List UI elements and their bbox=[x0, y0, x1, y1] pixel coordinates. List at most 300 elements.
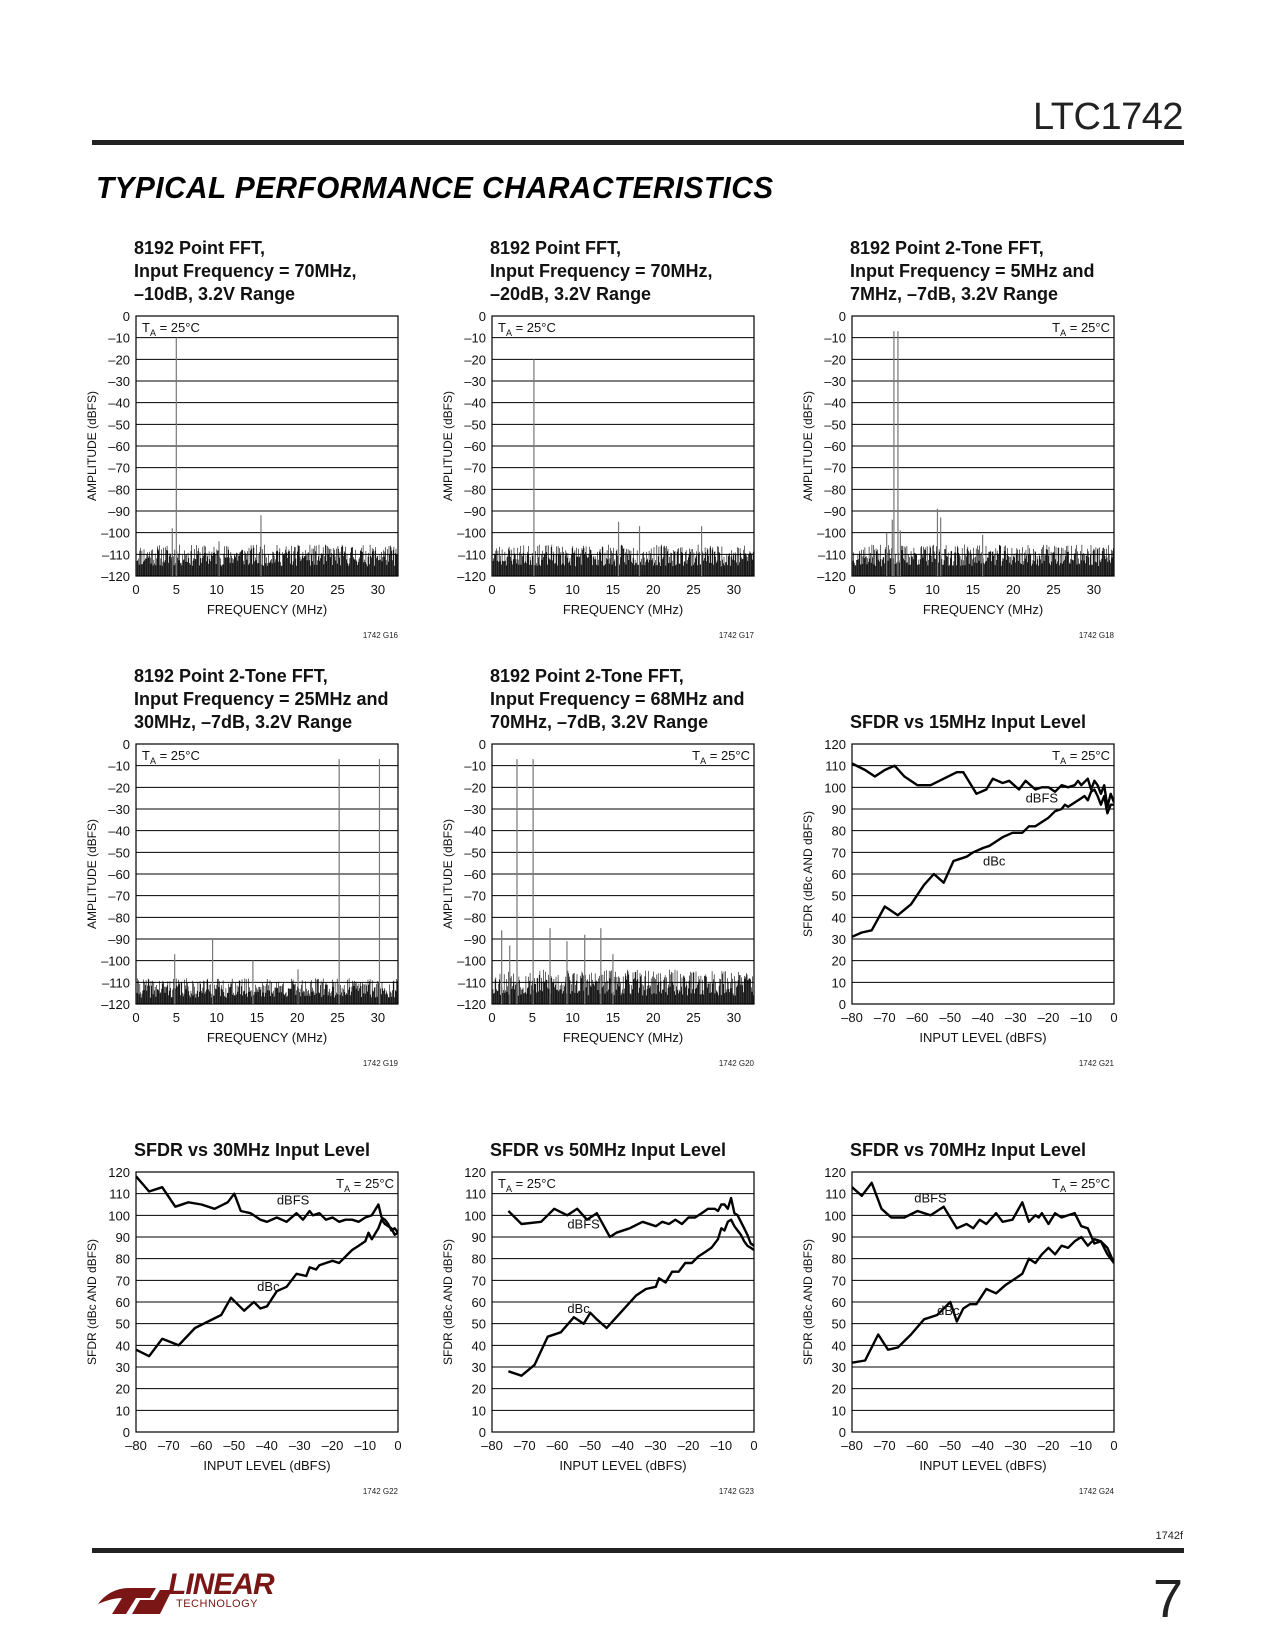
x-axis-label: FREQUENCY (MHz) bbox=[562, 602, 684, 617]
x-tick-label: 25 bbox=[686, 582, 701, 597]
annotation-t: T bbox=[692, 748, 701, 763]
series-label: dBFS bbox=[276, 1192, 310, 1208]
x-tick-label: 25 bbox=[330, 582, 345, 597]
y-tick-label: –20 bbox=[464, 352, 486, 368]
x-tick-label: –30 bbox=[1004, 1438, 1027, 1453]
y-tick-label: –20 bbox=[824, 352, 846, 368]
x-tick-label: 30 bbox=[370, 1010, 386, 1025]
y-tick-label: 80 bbox=[115, 1251, 130, 1267]
y-tick-label: 70 bbox=[831, 1273, 846, 1289]
series-label: dBc bbox=[567, 1300, 590, 1316]
annotation-rest: = 25°C bbox=[1066, 320, 1110, 335]
part-number: LTC1742 bbox=[1032, 96, 1183, 138]
chart-panel-g23 bbox=[438, 1088, 798, 1528]
y-tick-label: 0 bbox=[838, 1425, 846, 1440]
bottom-rule bbox=[92, 1548, 1184, 1553]
x-tick-label: 5 bbox=[888, 582, 896, 597]
x-tick-label: –60 bbox=[906, 1438, 929, 1453]
x-tick-label: –20 bbox=[677, 1438, 700, 1453]
y-tick-label: –90 bbox=[464, 932, 486, 947]
series-label: dBFS bbox=[567, 1216, 600, 1232]
chart-title-line: 8192 Point 2-Tone FFT, bbox=[490, 666, 684, 686]
x-tick-label: 20 bbox=[289, 582, 305, 597]
y-tick-label: –100 bbox=[101, 953, 130, 969]
x-tick-label: 5 bbox=[528, 582, 536, 597]
y-tick-label: –10 bbox=[464, 330, 486, 346]
y-tick-label: –60 bbox=[108, 439, 130, 454]
y-tick-label: –70 bbox=[108, 460, 130, 476]
annotation-rest: = 25°C bbox=[511, 1176, 556, 1191]
temperature-annotation bbox=[142, 320, 200, 338]
annotation-sub: A bbox=[344, 1184, 351, 1194]
y-tick-label: 50 bbox=[115, 1316, 130, 1332]
x-tick-label: –40 bbox=[612, 1438, 634, 1453]
y-tick-label: 0 bbox=[838, 309, 846, 324]
chart-title-line: Input Frequency = 5MHz and bbox=[850, 261, 1095, 281]
x-tick-label: 25 bbox=[686, 1010, 701, 1025]
chart-title-line: –20dB, 3.2V Range bbox=[490, 284, 652, 304]
x-axis-label: FREQUENCY (MHz) bbox=[206, 1030, 328, 1045]
x-tick-label: 10 bbox=[925, 582, 940, 597]
annotation-sub: A bbox=[149, 756, 156, 766]
page-number: 7 bbox=[1152, 1569, 1183, 1629]
y-tick-label: 30 bbox=[115, 1360, 130, 1375]
x-tick-label: –30 bbox=[1004, 1010, 1027, 1025]
y-tick-label: –10 bbox=[824, 330, 846, 346]
noise-floor bbox=[493, 545, 753, 576]
x-tick-label: –50 bbox=[579, 1438, 602, 1453]
y-tick-label: –60 bbox=[464, 867, 486, 882]
y-tick-label: –110 bbox=[102, 547, 130, 563]
chart-panel-g24 bbox=[798, 1088, 1158, 1528]
annotation-sub: A bbox=[700, 756, 707, 766]
x-tick-label: 0 bbox=[132, 582, 140, 597]
y-tick-label: –120 bbox=[101, 569, 130, 584]
x-tick-label: 20 bbox=[289, 1010, 305, 1025]
y-tick-label: 110 bbox=[465, 1186, 486, 1202]
y-tick-label: –90 bbox=[108, 504, 130, 519]
series-label: dBFS bbox=[1025, 790, 1059, 806]
y-axis-label: AMPLITUDE (dBFS) bbox=[441, 818, 455, 930]
chart-svg bbox=[798, 1088, 1158, 1518]
annotation-t: T bbox=[336, 1176, 345, 1191]
temperature-annotation bbox=[1052, 320, 1110, 338]
x-tick-label: 0 bbox=[1110, 1438, 1118, 1453]
x-axis-label: FREQUENCY (MHz) bbox=[562, 1030, 684, 1045]
y-tick-label: 90 bbox=[471, 1230, 486, 1245]
x-tick-label: –30 bbox=[644, 1438, 667, 1453]
series-line-dbfs bbox=[852, 1183, 1114, 1263]
x-tick-label: –50 bbox=[939, 1010, 962, 1025]
annotation-sub: A bbox=[1060, 756, 1067, 766]
y-tick-label: 70 bbox=[115, 1273, 130, 1289]
x-tick-label: 10 bbox=[565, 1010, 580, 1025]
x-tick-label: 15 bbox=[249, 1010, 265, 1025]
x-tick-label: –20 bbox=[1037, 1010, 1060, 1025]
x-tick-label: 25 bbox=[1046, 582, 1061, 597]
x-tick-label: 0 bbox=[394, 1438, 402, 1453]
y-tick-label: 20 bbox=[831, 1381, 846, 1397]
x-tick-label: 0 bbox=[848, 582, 856, 597]
chart-title-line: 8192 Point FFT, bbox=[134, 238, 266, 258]
x-tick-label: –20 bbox=[1037, 1438, 1060, 1453]
y-tick-label: –120 bbox=[457, 569, 486, 584]
annotation-t: T bbox=[498, 320, 506, 335]
y-tick-label: 120 bbox=[824, 1165, 846, 1180]
figure-code: 1742 G17 bbox=[718, 631, 754, 640]
x-tick-label: 20 bbox=[645, 582, 661, 597]
annotation-rest: = 25°C bbox=[1066, 1176, 1110, 1191]
figure-code: 1742 G16 bbox=[362, 631, 398, 640]
annotation-rest: = 25°C bbox=[706, 748, 750, 763]
y-tick-label: –30 bbox=[108, 802, 130, 817]
chart-panel-g17 bbox=[438, 232, 798, 672]
temperature-annotation bbox=[692, 748, 750, 766]
x-tick-label: 30 bbox=[726, 1010, 742, 1025]
y-tick-label: –90 bbox=[824, 504, 846, 519]
y-tick-label: 30 bbox=[831, 1360, 846, 1375]
y-tick-label: –50 bbox=[108, 417, 130, 433]
y-tick-label: –60 bbox=[464, 439, 486, 454]
figure-code: 1742 G23 bbox=[718, 1487, 754, 1496]
series-label: dBc bbox=[983, 853, 1006, 869]
y-tick-label: 50 bbox=[831, 1316, 846, 1332]
y-tick-label: –90 bbox=[464, 504, 486, 519]
x-tick-label: 10 bbox=[209, 1010, 224, 1025]
x-tick-label: 5 bbox=[528, 1010, 536, 1025]
annotation-rest: = 25°C bbox=[350, 1176, 394, 1191]
chart-panel-g22 bbox=[82, 1088, 442, 1528]
y-tick-label: 100 bbox=[464, 1208, 486, 1224]
chart-svg bbox=[438, 232, 798, 662]
y-tick-label: 70 bbox=[831, 845, 846, 861]
chart-title-line: 8192 Point 2-Tone FFT, bbox=[850, 238, 1044, 258]
chart-panel-g20 bbox=[438, 660, 798, 1100]
y-tick-label: –60 bbox=[108, 867, 130, 882]
y-tick-label: 110 bbox=[825, 758, 846, 774]
x-tick-label: –10 bbox=[1070, 1438, 1093, 1453]
y-tick-label: –40 bbox=[464, 823, 486, 839]
y-tick-label: –10 bbox=[108, 330, 130, 346]
y-tick-label: 0 bbox=[478, 1425, 486, 1440]
y-tick-label: –50 bbox=[464, 845, 486, 861]
x-tick-label: 30 bbox=[370, 582, 386, 597]
annotation-t: T bbox=[142, 748, 150, 763]
temperature-annotation bbox=[498, 1176, 556, 1194]
y-tick-label: 60 bbox=[831, 867, 846, 882]
x-tick-label: –70 bbox=[157, 1438, 180, 1453]
x-tick-label: 10 bbox=[209, 582, 224, 597]
y-tick-label: 110 bbox=[109, 1186, 130, 1202]
x-axis-label: INPUT LEVEL (dBFS) bbox=[919, 1030, 1047, 1045]
chart-panel-g19 bbox=[82, 660, 442, 1100]
x-tick-label: –10 bbox=[1070, 1010, 1093, 1025]
temperature-annotation bbox=[1052, 748, 1110, 766]
chart-title-line: SFDR vs 70MHz Input Level bbox=[850, 1140, 1087, 1160]
y-tick-label: 120 bbox=[824, 737, 846, 752]
y-tick-label: –100 bbox=[817, 525, 846, 541]
y-tick-label: –80 bbox=[464, 482, 486, 498]
y-tick-label: 100 bbox=[824, 780, 846, 796]
y-axis-label: SFDR (dBc AND dBFS) bbox=[801, 810, 815, 938]
annotation-sub: A bbox=[505, 1184, 512, 1194]
y-tick-label: 90 bbox=[115, 1230, 130, 1245]
chart-title-line: Input Frequency = 68MHz and bbox=[490, 689, 745, 709]
y-tick-label: –20 bbox=[108, 352, 130, 368]
y-tick-label: –70 bbox=[824, 460, 846, 476]
y-tick-label: 40 bbox=[831, 910, 846, 926]
annotation-t: T bbox=[1052, 748, 1061, 763]
annotation-rest: = 25°C bbox=[511, 320, 556, 335]
y-tick-label: –70 bbox=[464, 460, 486, 476]
chart-title-line: SFDR vs 15MHz Input Level bbox=[850, 712, 1087, 732]
y-tick-label: –120 bbox=[457, 997, 486, 1012]
y-tick-label: –50 bbox=[108, 845, 130, 861]
y-tick-label: 10 bbox=[115, 1403, 130, 1419]
y-tick-label: –110 bbox=[818, 547, 846, 563]
annotation-t: T bbox=[1052, 1176, 1061, 1191]
x-tick-label: 0 bbox=[1110, 1010, 1118, 1025]
y-tick-label: 60 bbox=[115, 1295, 130, 1310]
y-tick-label: –20 bbox=[108, 780, 130, 796]
y-tick-label: –110 bbox=[102, 975, 130, 991]
y-tick-label: 0 bbox=[122, 1425, 130, 1440]
doc-code: 1742f bbox=[1155, 1530, 1183, 1542]
y-tick-label: 10 bbox=[831, 1403, 846, 1419]
temperature-annotation bbox=[336, 1176, 394, 1194]
y-tick-label: –40 bbox=[824, 395, 846, 411]
y-tick-label: 40 bbox=[831, 1338, 846, 1354]
y-tick-label: 110 bbox=[825, 1186, 846, 1202]
section-title: TYPICAL PERFORMANCE CHARACTERISTICS bbox=[96, 170, 774, 205]
y-tick-label: 80 bbox=[831, 823, 846, 839]
chart-title-line: –10dB, 3.2V Range bbox=[134, 284, 296, 304]
figure-code: 1742 G18 bbox=[1078, 631, 1114, 640]
chart-title-line: 70MHz, –7dB, 3.2V Range bbox=[490, 712, 709, 732]
x-tick-label: 15 bbox=[249, 582, 265, 597]
chart-title-line: SFDR vs 30MHz Input Level bbox=[134, 1140, 371, 1160]
x-tick-label: 0 bbox=[488, 1010, 496, 1025]
x-tick-label: 15 bbox=[605, 582, 621, 597]
y-tick-label: –30 bbox=[464, 374, 486, 389]
logo-subtext: TECHNOLOGY bbox=[176, 1598, 259, 1610]
y-tick-label: –90 bbox=[108, 932, 130, 947]
x-tick-label: 15 bbox=[605, 1010, 621, 1025]
chart-panel-g18 bbox=[798, 232, 1158, 672]
annotation-rest: = 25°C bbox=[1066, 748, 1110, 763]
x-tick-label: –40 bbox=[972, 1438, 994, 1453]
y-tick-label: –110 bbox=[458, 547, 486, 563]
x-tick-label: –50 bbox=[223, 1438, 246, 1453]
x-axis-label: INPUT LEVEL (dBFS) bbox=[559, 1458, 687, 1473]
y-tick-label: 100 bbox=[108, 1208, 130, 1224]
x-tick-label: 20 bbox=[1005, 582, 1021, 597]
y-tick-label: 40 bbox=[115, 1338, 130, 1354]
figure-code: 1742 G20 bbox=[718, 1059, 754, 1068]
y-tick-label: 50 bbox=[471, 1316, 486, 1332]
x-tick-label: 30 bbox=[1086, 582, 1102, 597]
y-tick-label: 20 bbox=[115, 1381, 130, 1397]
y-tick-label: 30 bbox=[471, 1360, 486, 1375]
y-tick-label: –70 bbox=[464, 888, 486, 904]
y-tick-label: 0 bbox=[838, 997, 846, 1012]
y-axis-label: AMPLITUDE (dBFS) bbox=[441, 390, 455, 502]
y-tick-label: –80 bbox=[464, 910, 486, 926]
y-axis-label: SFDR (dBc AND dBFS) bbox=[801, 1238, 815, 1366]
x-tick-label: –60 bbox=[906, 1010, 929, 1025]
chart-title-line: Input Frequency = 25MHz and bbox=[134, 689, 389, 709]
annotation-rest: = 25°C bbox=[155, 748, 200, 763]
chart-svg bbox=[82, 232, 442, 662]
x-tick-label: 5 bbox=[172, 582, 180, 597]
y-tick-label: –10 bbox=[464, 758, 486, 774]
y-tick-label: 120 bbox=[464, 1165, 486, 1180]
chart-title-line: SFDR vs 50MHz Input Level bbox=[490, 1140, 727, 1160]
annotation-t: T bbox=[142, 320, 150, 335]
y-tick-label: –10 bbox=[108, 758, 130, 774]
y-tick-label: –80 bbox=[108, 482, 130, 498]
x-tick-label: –80 bbox=[841, 1010, 863, 1025]
y-tick-label: –40 bbox=[464, 395, 486, 411]
y-axis-label: AMPLITUDE (dBFS) bbox=[801, 390, 815, 502]
x-tick-label: –70 bbox=[513, 1438, 536, 1453]
temperature-annotation bbox=[498, 320, 556, 338]
chart-title-line: 8192 Point 2-Tone FFT, bbox=[134, 666, 328, 686]
figure-code: 1742 G19 bbox=[362, 1059, 398, 1068]
x-axis-label: FREQUENCY (MHz) bbox=[206, 602, 328, 617]
y-tick-label: –100 bbox=[101, 525, 130, 541]
y-tick-label: 0 bbox=[122, 309, 130, 324]
y-tick-label: –50 bbox=[464, 417, 486, 433]
y-tick-label: 90 bbox=[831, 802, 846, 817]
y-tick-label: 80 bbox=[471, 1251, 486, 1267]
y-tick-label: 10 bbox=[471, 1403, 486, 1419]
y-tick-label: –100 bbox=[457, 953, 486, 969]
y-tick-label: –30 bbox=[464, 802, 486, 817]
series-label: dBc bbox=[937, 1303, 960, 1318]
x-tick-label: 15 bbox=[965, 582, 981, 597]
x-tick-label: 0 bbox=[750, 1438, 758, 1453]
y-tick-label: 10 bbox=[831, 975, 846, 991]
chart-panel-g16 bbox=[82, 232, 442, 672]
y-tick-label: 50 bbox=[831, 888, 846, 904]
series-line-dbc bbox=[508, 1220, 754, 1376]
x-tick-label: 20 bbox=[645, 1010, 661, 1025]
temperature-annotation bbox=[1052, 1176, 1110, 1194]
x-tick-label: –70 bbox=[873, 1438, 896, 1453]
series-line-dbfs bbox=[852, 764, 1114, 807]
y-tick-label: –70 bbox=[108, 888, 130, 904]
y-tick-label: –60 bbox=[824, 439, 846, 454]
y-tick-label: 90 bbox=[831, 1230, 846, 1245]
y-axis-label: AMPLITUDE (dBFS) bbox=[85, 390, 99, 502]
y-tick-label: 30 bbox=[831, 932, 846, 947]
chart-svg bbox=[82, 1088, 442, 1518]
y-tick-label: 0 bbox=[478, 309, 486, 324]
y-tick-label: –20 bbox=[464, 780, 486, 796]
annotation-sub: A bbox=[1060, 1184, 1067, 1194]
annotation-sub: A bbox=[505, 328, 512, 338]
chart-svg bbox=[798, 232, 1158, 662]
y-tick-label: 0 bbox=[478, 737, 486, 752]
y-tick-label: –110 bbox=[458, 975, 486, 991]
x-tick-label: –50 bbox=[939, 1438, 962, 1453]
y-tick-label: 100 bbox=[824, 1208, 846, 1224]
x-axis-label: INPUT LEVEL (dBFS) bbox=[203, 1458, 331, 1473]
y-tick-label: –80 bbox=[108, 910, 130, 926]
top-rule bbox=[92, 140, 1184, 145]
chart-title-line: 30MHz, –7dB, 3.2V Range bbox=[134, 712, 353, 732]
series-label: dBc bbox=[257, 1279, 280, 1295]
y-tick-label: –40 bbox=[108, 395, 130, 411]
x-tick-label: –70 bbox=[873, 1010, 896, 1025]
logo-text bbox=[168, 1568, 274, 1602]
y-tick-label: 70 bbox=[471, 1273, 486, 1289]
chart-svg bbox=[82, 660, 442, 1090]
y-tick-label: 20 bbox=[831, 953, 846, 969]
figure-code: 1742 G21 bbox=[1078, 1059, 1114, 1068]
x-axis-label: FREQUENCY (MHz) bbox=[922, 602, 1044, 617]
series-line-dbc bbox=[852, 1237, 1114, 1363]
chart-title-line: Input Frequency = 70MHz, bbox=[490, 261, 713, 281]
x-tick-label: 5 bbox=[172, 1010, 180, 1025]
y-axis-label: SFDR (dBc AND dBFS) bbox=[441, 1238, 455, 1366]
y-tick-label: 40 bbox=[471, 1338, 486, 1354]
x-tick-label: –40 bbox=[972, 1010, 994, 1025]
y-tick-label: 120 bbox=[108, 1165, 130, 1180]
annotation-t: T bbox=[1052, 320, 1061, 335]
x-tick-label: –60 bbox=[546, 1438, 569, 1453]
x-tick-label: –80 bbox=[481, 1438, 503, 1453]
x-tick-label: 25 bbox=[330, 1010, 345, 1025]
figure-code: 1742 G24 bbox=[1078, 1487, 1114, 1496]
annotation-sub: A bbox=[1060, 328, 1067, 338]
series-label: dBFS bbox=[914, 1190, 947, 1206]
x-tick-label: –30 bbox=[288, 1438, 311, 1453]
y-tick-label: 60 bbox=[471, 1295, 486, 1310]
y-axis-label: AMPLITUDE (dBFS) bbox=[85, 818, 99, 930]
y-axis-label: SFDR (dBc AND dBFS) bbox=[85, 1238, 99, 1366]
x-axis-label: INPUT LEVEL (dBFS) bbox=[919, 1458, 1047, 1473]
y-tick-label: –30 bbox=[824, 374, 846, 389]
x-tick-label: 10 bbox=[565, 582, 580, 597]
noise-floor bbox=[493, 970, 753, 1004]
x-tick-label: 0 bbox=[132, 1010, 140, 1025]
y-tick-label: 20 bbox=[471, 1381, 486, 1397]
x-tick-label: –10 bbox=[710, 1438, 733, 1453]
chart-title-line: 8192 Point FFT, bbox=[490, 238, 622, 258]
x-tick-label: –40 bbox=[256, 1438, 278, 1453]
y-tick-label: –80 bbox=[824, 482, 846, 498]
x-tick-label: –60 bbox=[190, 1438, 213, 1453]
y-tick-label: –120 bbox=[101, 997, 130, 1012]
y-tick-label: –100 bbox=[457, 525, 486, 541]
x-tick-label: 0 bbox=[488, 582, 496, 597]
x-tick-label: –80 bbox=[841, 1438, 863, 1453]
y-tick-label: –30 bbox=[108, 374, 130, 389]
y-tick-label: 0 bbox=[122, 737, 130, 752]
annotation-t: T bbox=[498, 1176, 506, 1191]
y-tick-label: 60 bbox=[831, 1295, 846, 1310]
chart-panel-g21 bbox=[798, 660, 1158, 1100]
x-tick-label: –20 bbox=[321, 1438, 344, 1453]
figure-code: 1742 G22 bbox=[362, 1487, 398, 1496]
y-tick-label: –120 bbox=[817, 569, 846, 584]
chart-title-line: Input Frequency = 70MHz, bbox=[134, 261, 357, 281]
y-tick-label: –50 bbox=[824, 417, 846, 433]
logo-main: LINEAR bbox=[168, 1568, 274, 1601]
y-tick-label: –40 bbox=[108, 823, 130, 839]
